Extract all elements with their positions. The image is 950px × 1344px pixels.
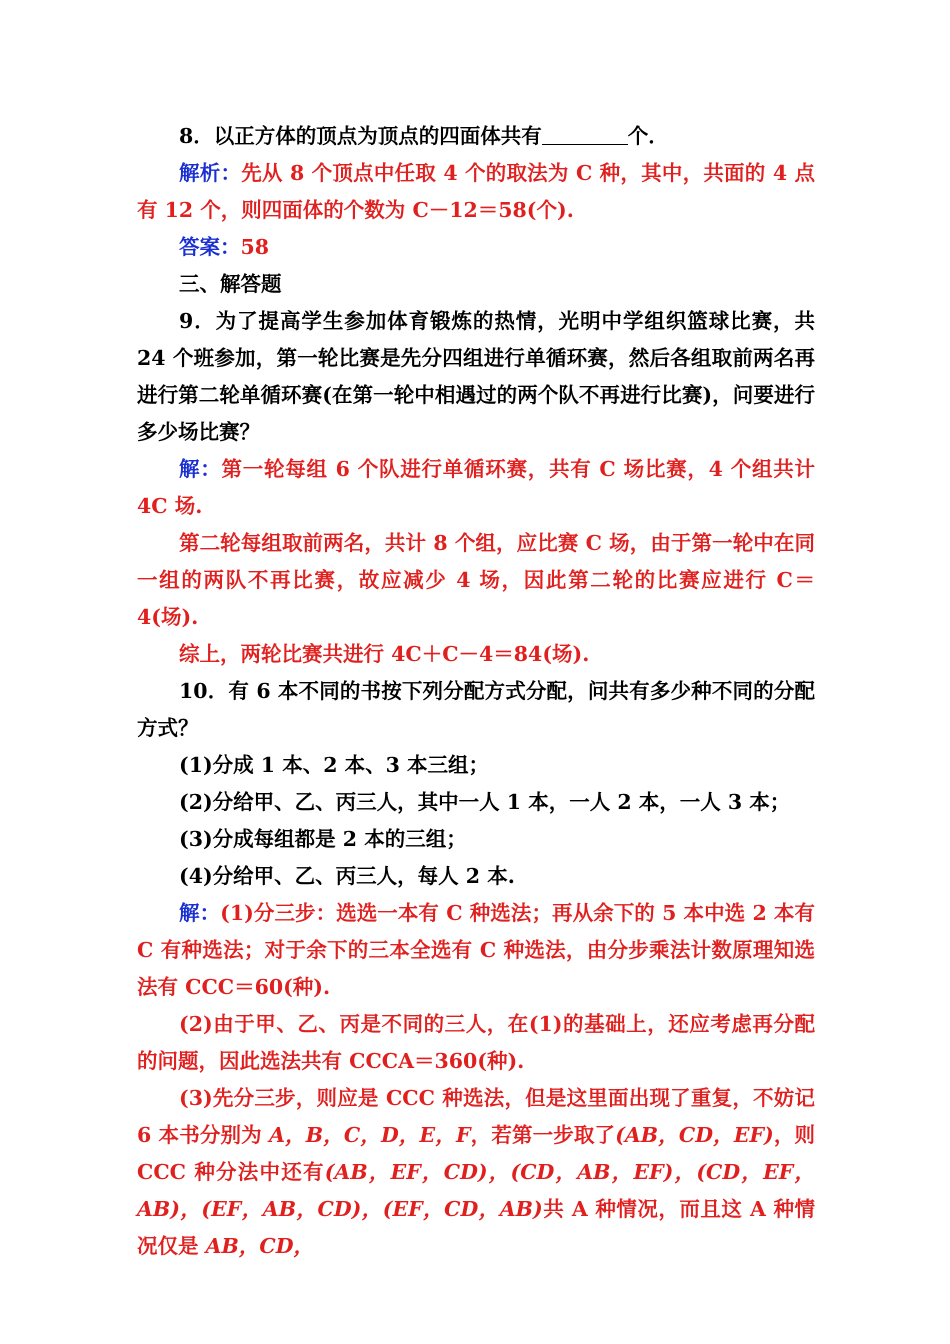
question-10-item-4: (4)分给甲、乙、丙三人，每人 2 本. bbox=[179, 864, 515, 888]
answer-label: 答案： bbox=[179, 235, 241, 259]
first-grouping: (AB，CD，EF) bbox=[615, 1123, 774, 1147]
document-page bbox=[137, 118, 815, 1265]
analysis-label: 解析： bbox=[179, 161, 242, 185]
answer-blank bbox=[542, 122, 628, 145]
question-9-solution-3: 综上，两轮比赛共进行 4C＋C－4＝84(场). bbox=[179, 642, 590, 666]
grouping-tail: AB，CD， bbox=[205, 1234, 314, 1258]
section-title: 三、解答题 bbox=[179, 272, 282, 296]
question-9: 9．为了提高学生参加体育锻炼的热情，光明中学组织篮球比赛，共 24 个班参加，第一轮比赛是先分四组进行单循环赛，然后各组取前两名再进行第二轮单循环赛(在第一轮中相遇过的两个队不再进行比赛)，问要进行多少场比赛？ bbox=[137, 309, 815, 444]
question-8 bbox=[137, 118, 815, 155]
answer-value: 58 bbox=[240, 235, 270, 259]
question-9-solution-2: 第二轮每组取前两名，共计 8 个组，应比赛 C 场，由于第一轮中在同一组的两队不再比赛，故应减少 4 场，因此第二轮的比赛应进行 C＝4(场). bbox=[137, 531, 815, 629]
question-8-analysis bbox=[137, 155, 815, 229]
solution-3-part-d: ，则 CCC 种分法中还有 bbox=[137, 1123, 815, 1184]
question-10: 10．有 6 本不同的书按下列分配方式分配，问共有多少种不同的分配方式？ bbox=[137, 679, 815, 740]
question-10-solution-1 bbox=[137, 895, 815, 1006]
solution-text: 第一轮每组 6 个队进行单循环赛，共有 C 场比赛，4 个组共计 4C 场. bbox=[137, 457, 815, 518]
solution-label: 解： bbox=[179, 457, 222, 481]
solution-text: (1)分三步：选选一本有 C 种选法；再从余下的 5 本中选 2 本有 C 有种选法；对于余下的三本全选有 C 种选法，由分步乘法计数原理知选法有 CCC＝60(种). bbox=[137, 901, 815, 999]
question-10-solution-2: (2)由于甲、乙、丙是不同的三人，在(1)的基础上，还应考虑再分配的问题，因此选法共有 CCCA＝360(种). bbox=[137, 1012, 815, 1073]
analysis-text: 先从 8 个顶点中任取 4 个的取法为 C 种，其中，共面的 4 点有 12 个，则四面体的个数为 C－12＝58(个). bbox=[137, 161, 816, 222]
solution-3-part-a: (3)先分三步，则应是 CCC 种选法，但是这里面出现了重复，不妨记 6 本书分别为 bbox=[137, 1086, 815, 1147]
other-groupings: (AB，EF，CD)，(CD，AB，EF)，(CD，EF，AB)，(EF，AB，CD)，(EF，CD，AB) bbox=[137, 1160, 815, 1221]
book-letters: A，B，C，D，E，F bbox=[269, 1123, 471, 1147]
question-10-solution-3 bbox=[137, 1080, 815, 1265]
solution-label: 解： bbox=[179, 901, 221, 925]
solution-3-part-b: ，若第一步取了 bbox=[470, 1123, 616, 1147]
solution-3-part-f: 共 A 种情况，而且这 A 种情况仅是 bbox=[137, 1197, 816, 1258]
question-8-suffix: 个． bbox=[627, 124, 669, 148]
question-8-answer bbox=[137, 229, 815, 266]
question-10-item-3: (3)分成每组都是 2 本的三组； bbox=[179, 827, 467, 851]
question-9-solution-1 bbox=[137, 451, 815, 525]
question-10-item-2: (2)分给甲、乙、丙三人，其中一人 1 本，一人 2 本，一人 3 本； bbox=[179, 790, 791, 814]
question-8-text: 8．以正方体的顶点为顶点的四面体共有 bbox=[179, 124, 542, 148]
question-10-item-1: (1)分成 1 本、2 本、3 本三组； bbox=[179, 753, 490, 777]
